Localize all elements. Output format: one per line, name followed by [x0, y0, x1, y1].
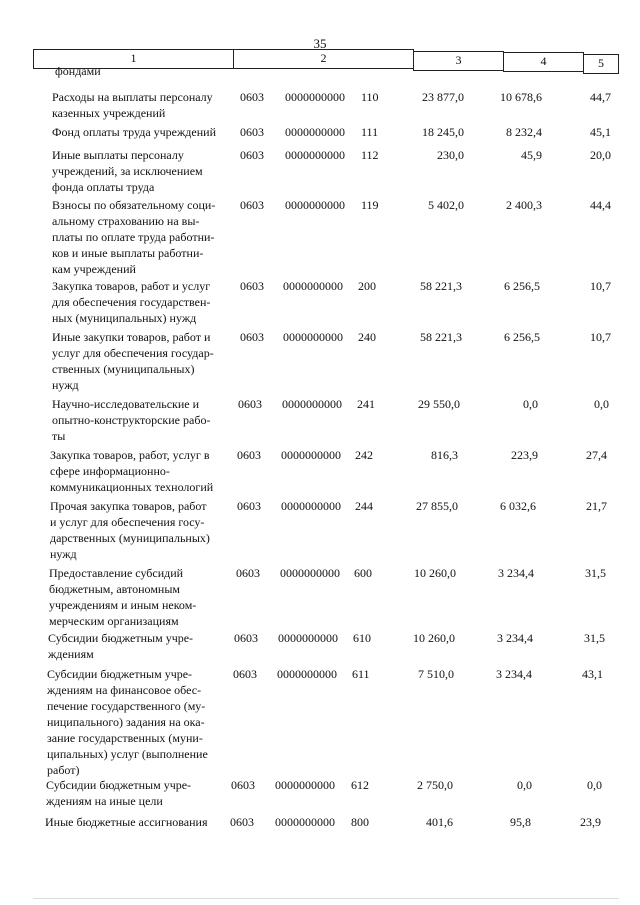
row-value-4: 3 234,4	[496, 667, 532, 681]
row-vr: 800	[351, 815, 369, 829]
row-vr: 600	[354, 566, 372, 580]
row-value-4: 0,0	[517, 778, 532, 792]
row-description: Взносы по обязательному соци- альному страхованию на вы- платы по оплате труда работни- ков и иные выплаты работни- кам учреждений	[52, 198, 216, 276]
row-section: 0603	[238, 397, 262, 411]
row-value-3: 7 510,0	[418, 667, 454, 681]
row-value-3: 58 221,3	[420, 330, 462, 344]
row-value-5: 31,5	[584, 631, 605, 645]
row-value-3: 58 221,3	[420, 279, 462, 293]
row-description: Субсидии бюджетным учре- ждениям	[48, 631, 194, 661]
row-description: Иные закупки товаров, работ и услуг для обеспечения государ- ственных (муниципальных) нужд	[52, 330, 214, 392]
row-csr: 0000000000	[283, 279, 343, 293]
header-col-1: 1	[33, 49, 234, 69]
row-description: Предоставление субсидий бюджетным, автономным учреждениям и иным неком- мерческим организациям	[49, 566, 197, 628]
row-value-5: 43,1	[582, 667, 603, 681]
header-col-2: 2	[233, 49, 414, 69]
row-value-3: 230,0	[437, 148, 464, 162]
row-csr: 0000000000	[281, 448, 341, 462]
row-csr: 0000000000	[285, 198, 345, 212]
row-section: 0603	[240, 125, 264, 139]
row-value-5: 45,1	[590, 125, 611, 139]
row-value-4: 223,9	[511, 448, 538, 462]
row-csr: 0000000000	[282, 397, 342, 411]
row-value-3: 18 245,0	[422, 125, 464, 139]
row-vr: 244	[355, 499, 373, 513]
header-col-5: 5	[583, 54, 619, 74]
row-value-3: 5 402,0	[428, 198, 464, 212]
row-value-5: 0,0	[587, 778, 602, 792]
row-value-4: 3 234,4	[497, 631, 533, 645]
table-header	[33, 49, 619, 71]
row-value-4: 3 234,4	[498, 566, 534, 580]
row-value-4: 10 678,6	[500, 90, 542, 104]
row-csr: 0000000000	[275, 778, 335, 792]
row-vr: 119	[361, 198, 379, 212]
row-value-4: 6 256,5	[504, 330, 540, 344]
row-vr: 612	[351, 778, 369, 792]
row-csr: 0000000000	[275, 815, 335, 829]
row-csr: 0000000000	[283, 330, 343, 344]
row-value-3: 816,3	[431, 448, 458, 462]
row-value-4: 6 256,5	[504, 279, 540, 293]
row-csr: 0000000000	[285, 90, 345, 104]
row-csr: 0000000000	[277, 667, 337, 681]
row-value-3: 29 550,0	[418, 397, 460, 411]
row-csr: 0000000000	[281, 499, 341, 513]
row-vr: 200	[358, 279, 376, 293]
row-section: 0603	[240, 330, 264, 344]
row-description: Субсидии бюджетным учре- ждениям на финансовое обес- печение государственного (му- ниципального) задания на ока- зание государственных (муни- ципальных) услуг (выполнение работ)	[47, 667, 208, 777]
row-section: 0603	[240, 148, 264, 162]
row-section: 0603	[237, 448, 261, 462]
row-value-5: 0,0	[594, 397, 609, 411]
row-vr: 112	[361, 148, 379, 162]
row-vr: 610	[353, 631, 371, 645]
row-vr: 110	[361, 90, 379, 104]
row-description: Расходы на выплаты персоналу казенных учреждений	[52, 90, 213, 120]
row-csr: 0000000000	[285, 148, 345, 162]
row-value-5: 23,9	[580, 815, 601, 829]
row-value-3: 27 855,0	[416, 499, 458, 513]
row-section: 0603	[240, 90, 264, 104]
row-description: Субсидии бюджетным учре- ждениям на иные цели	[46, 778, 192, 808]
row-section: 0603	[236, 566, 260, 580]
header-col-3: 3	[413, 51, 504, 71]
row-section: 0603	[240, 279, 264, 293]
row-value-3: 2 750,0	[417, 778, 453, 792]
row-csr: 0000000000	[280, 566, 340, 580]
row-value-5: 27,4	[586, 448, 607, 462]
page-number: 35	[313, 36, 327, 51]
row-description: Иные бюджетные ассигнования	[45, 815, 208, 829]
row-value-5: 44,4	[590, 198, 611, 212]
row-description: Научно-исследовательские и опытно-конструкторские рабо- ты	[52, 397, 211, 443]
row-value-3: 401,6	[426, 815, 453, 829]
row-vr: 611	[352, 667, 370, 681]
row-description: Закупка товаров, работ и услуг для обеспечения государствен- ных (муниципальных) нужд	[52, 279, 211, 325]
row-value-4: 45,9	[521, 148, 542, 162]
row-value-5: 21,7	[586, 499, 607, 513]
row-description: Закупка товаров, работ, услуг в сфере информационно- коммуникационных технологий	[50, 448, 214, 494]
row-section: 0603	[230, 815, 254, 829]
row-value-4: 8 232,4	[506, 125, 542, 139]
row-description: Иные выплаты персоналу учреждений, за исключением фонда оплаты труда	[52, 148, 203, 194]
row-section: 0603	[234, 631, 258, 645]
page-bottom-divider	[33, 898, 619, 899]
row-value-3: 23 877,0	[422, 90, 464, 104]
row-value-5: 31,5	[585, 566, 606, 580]
row-vr: 240	[358, 330, 376, 344]
row-value-4: 6 032,6	[500, 499, 536, 513]
row-value-5: 10,7	[590, 279, 611, 293]
row-section: 0603	[240, 198, 264, 212]
row-vr: 242	[355, 448, 373, 462]
row-section: 0603	[237, 499, 261, 513]
row-value-4: 0,0	[523, 397, 538, 411]
row-value-3: 10 260,0	[413, 631, 455, 645]
row-value-4: 2 400,3	[506, 198, 542, 212]
row-section: 0603	[233, 667, 257, 681]
header-col-4: 4	[503, 52, 584, 72]
row-csr: 0000000000	[285, 125, 345, 139]
continued-label: фондами	[55, 64, 101, 78]
row-description: Прочая закупка товаров, работ и услуг для обеспечения госу- дарственных (муниципальных) нужд	[50, 499, 210, 561]
row-value-5: 20,0	[590, 148, 611, 162]
row-description: Фонд оплаты труда учреждений	[52, 125, 216, 139]
row-section: 0603	[231, 778, 255, 792]
row-vr: 111	[361, 125, 379, 139]
row-value-5: 10,7	[590, 330, 611, 344]
row-csr: 0000000000	[278, 631, 338, 645]
row-value-4: 95,8	[510, 815, 531, 829]
row-vr: 241	[357, 397, 375, 411]
row-value-5: 44,7	[590, 90, 611, 104]
row-value-3: 10 260,0	[414, 566, 456, 580]
